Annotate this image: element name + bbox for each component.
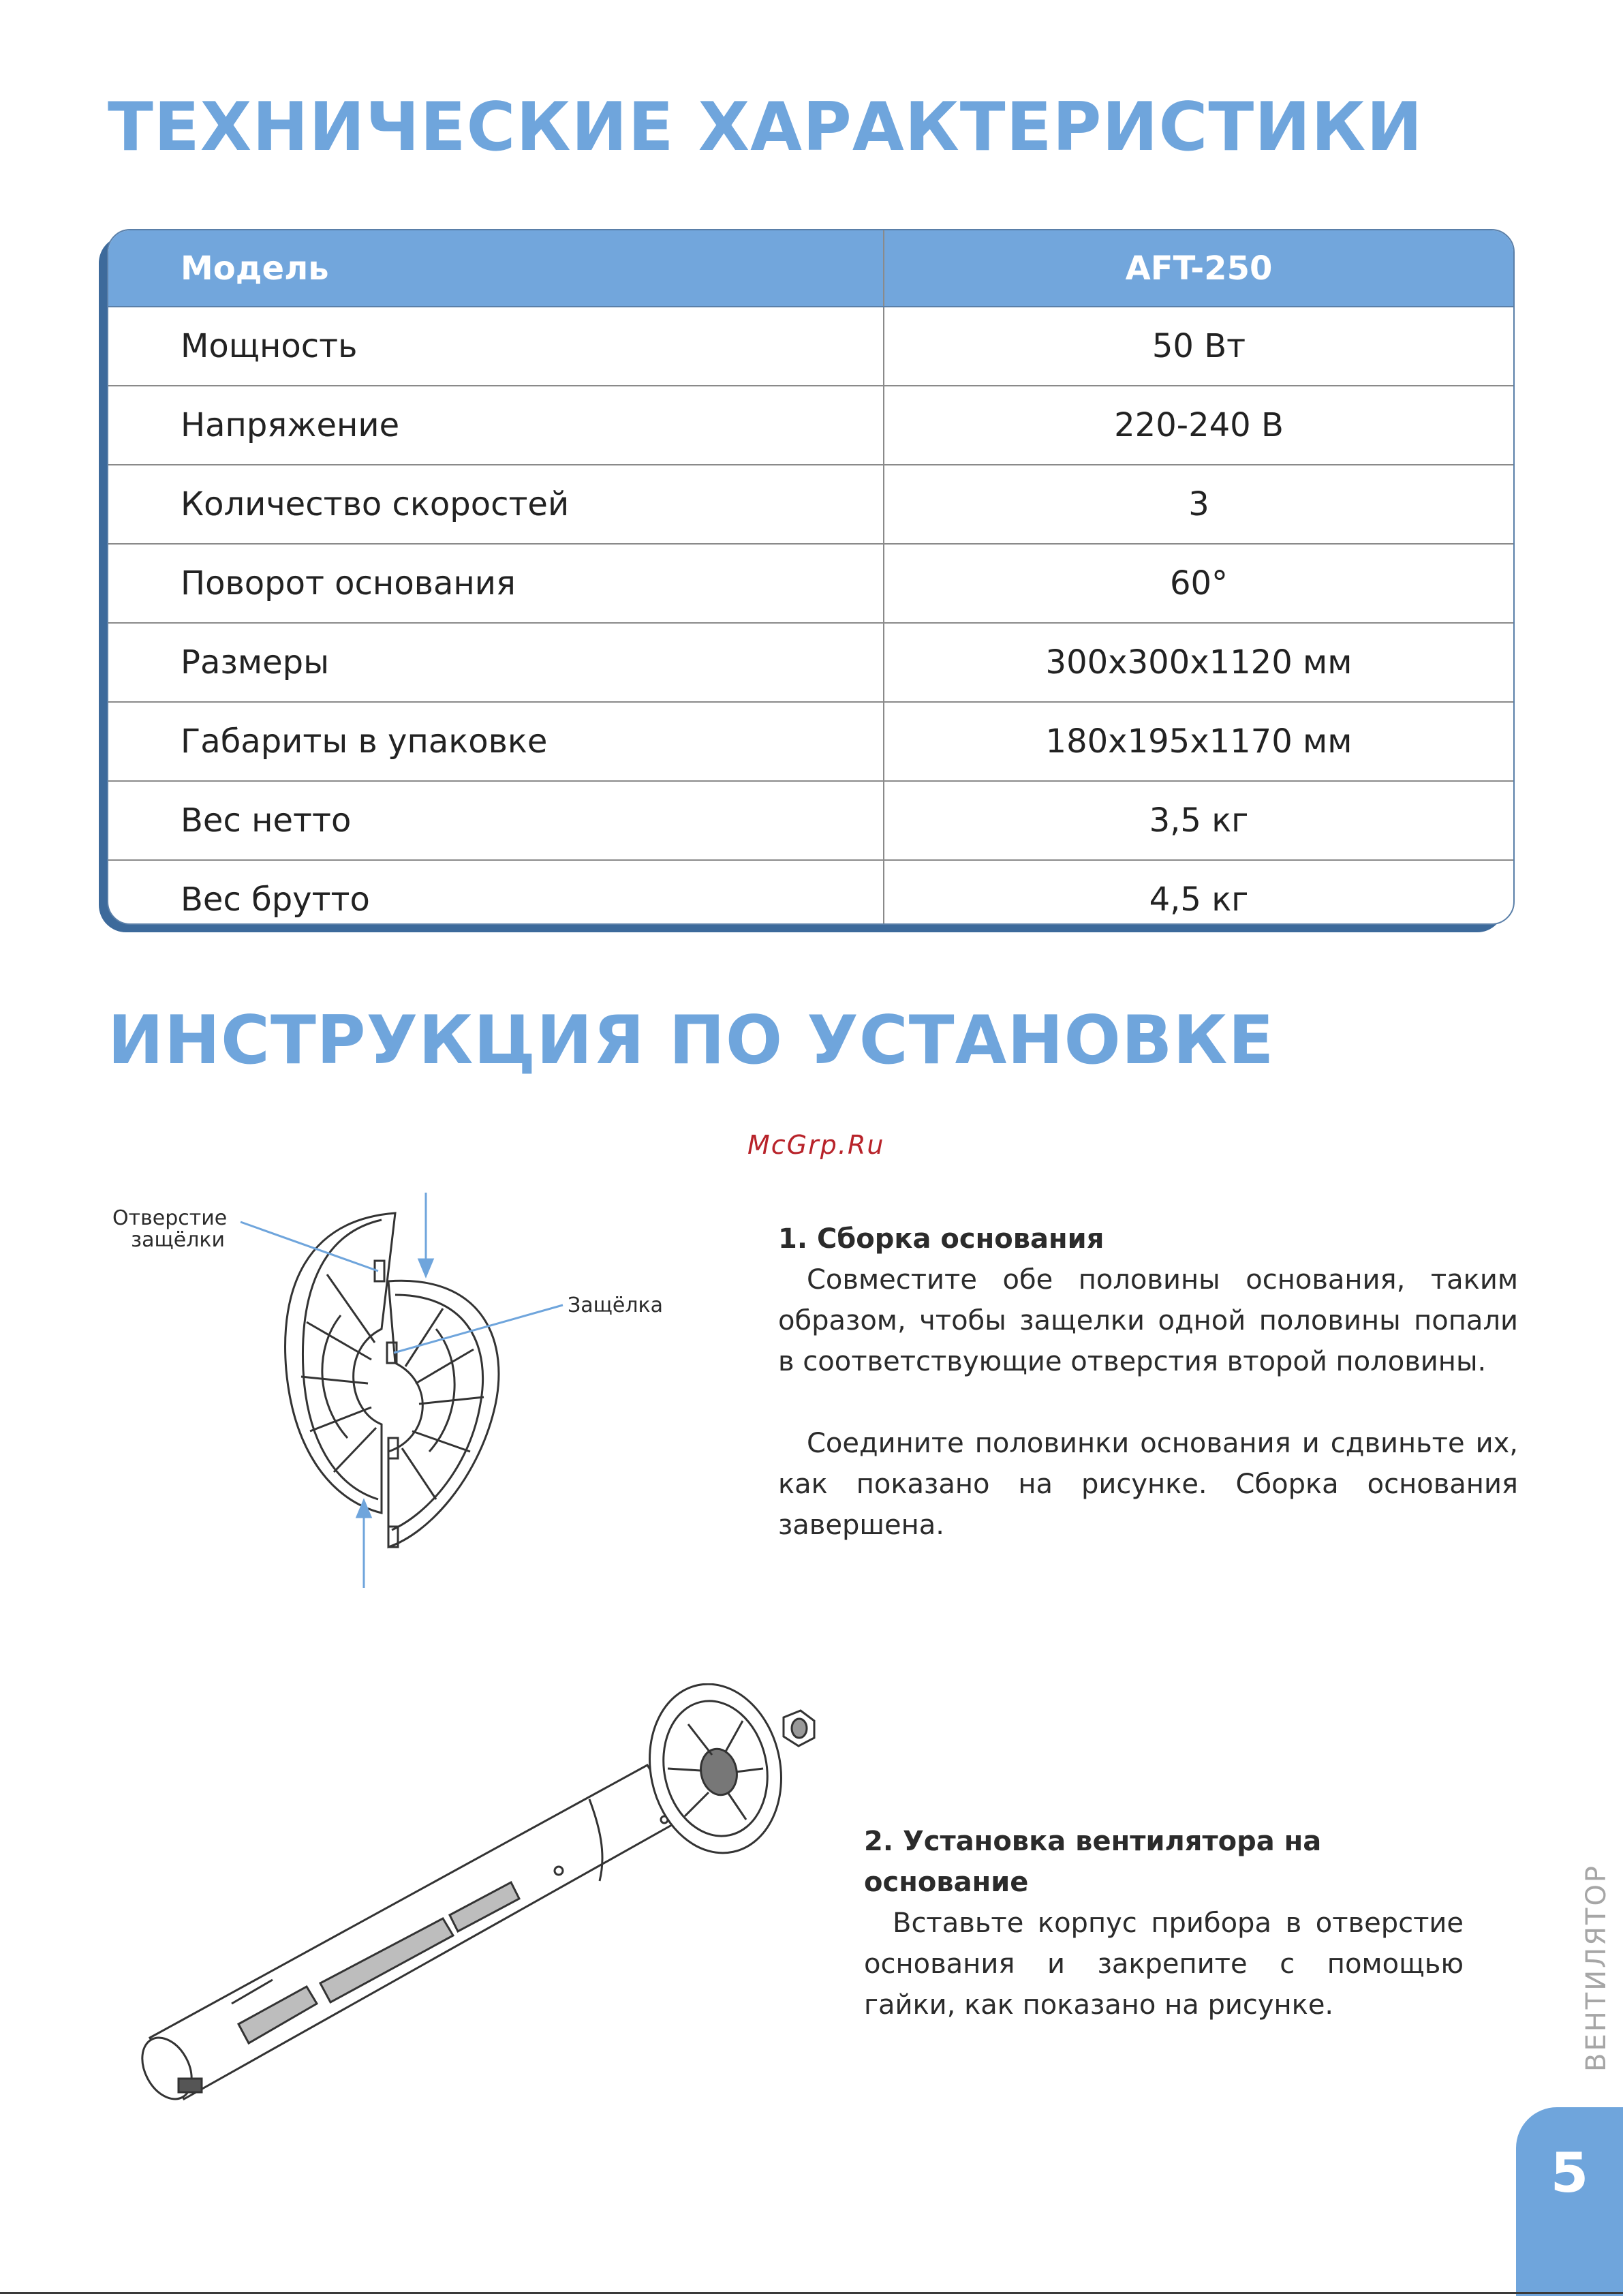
install-heading: ИНСТРУКЦИЯ ПО УСТАНОВКЕ — [108, 1002, 1275, 1080]
side-category-label: ВЕНТИЛЯТОР — [1581, 1863, 1612, 2072]
page-number-tab — [1516, 2107, 1623, 2296]
step2-block — [864, 1821, 1464, 2025]
table-row — [108, 386, 1513, 465]
page-number: 5 — [1550, 2141, 1589, 2205]
label-latch-hole-line1: Отверстие — [112, 1206, 228, 1230]
table-row — [108, 465, 1513, 544]
row-label: Вес нетто — [108, 781, 884, 860]
row-value: 180x195x1170 мм — [884, 702, 1513, 781]
header-model: AFT-250 — [884, 230, 1513, 307]
row-label: Размеры — [108, 623, 884, 702]
row-label: Вес брутто — [108, 860, 884, 925]
row-label: Количество скоростей — [108, 465, 884, 544]
spec-table — [108, 230, 1513, 925]
row-label: Напряжение — [108, 386, 884, 465]
label-latch-hole — [112, 1206, 228, 1252]
row-value: 300x300x1120 мм — [884, 623, 1513, 702]
step2-title: 2. Установка вентилятора на основание — [864, 1826, 1322, 1898]
row-label: Габариты в упаковке — [108, 702, 884, 781]
table-row — [108, 307, 1513, 386]
table-header-row — [108, 230, 1513, 307]
table-row — [108, 544, 1513, 623]
label-latch-hole-line2: защёлки — [131, 1228, 225, 1252]
step1-title: 1. Сборка основания — [778, 1223, 1104, 1255]
base-assembly-figure — [102, 1179, 681, 1602]
step2-paragraph1: Вставьте корпус прибора в отверстие основания и закрепите с помощью гайки, как показано на рисунке. — [864, 1908, 1464, 2021]
step1-paragraph1: Совместите обе половины основания, таким образом, чтобы защелки одной половины попали в соответствующие отверстия второй половины. — [778, 1264, 1518, 1377]
row-value: 3 — [884, 465, 1513, 544]
row-label: Поворот основания — [108, 544, 884, 623]
step1-block — [778, 1219, 1518, 1546]
step1-gap — [778, 1382, 1518, 1423]
row-label: Мощность — [108, 307, 884, 386]
fan-installation-figure — [129, 1683, 845, 2126]
table-row — [108, 781, 1513, 860]
step1-paragraph2: Соедините половинки основания и сдвиньте их, как показано на рисунке. Сборка основания завершена. — [778, 1428, 1518, 1541]
table-row — [108, 702, 1513, 781]
specs-heading: ТЕХНИЧЕСКИЕ ХАРАКТЕРИСТИКИ — [108, 89, 1423, 166]
bottom-rule — [0, 2292, 1623, 2294]
row-value: 3,5 кг — [884, 781, 1513, 860]
spec-table-container — [99, 229, 1516, 934]
row-value: 4,5 кг — [1149, 881, 1249, 919]
spec-table-card — [107, 229, 1515, 925]
fan-body-drawing — [129, 1683, 845, 2126]
row-value: 60° — [884, 544, 1513, 623]
row-value: 50 Вт — [884, 307, 1513, 386]
row-value: 220-240 В — [884, 386, 1513, 465]
watermark: McGrp.Ru — [747, 1130, 885, 1160]
table-row — [108, 623, 1513, 702]
label-latch: Защёлка — [568, 1294, 664, 1317]
table-row — [108, 860, 1513, 925]
header-label: Модель — [108, 230, 884, 307]
